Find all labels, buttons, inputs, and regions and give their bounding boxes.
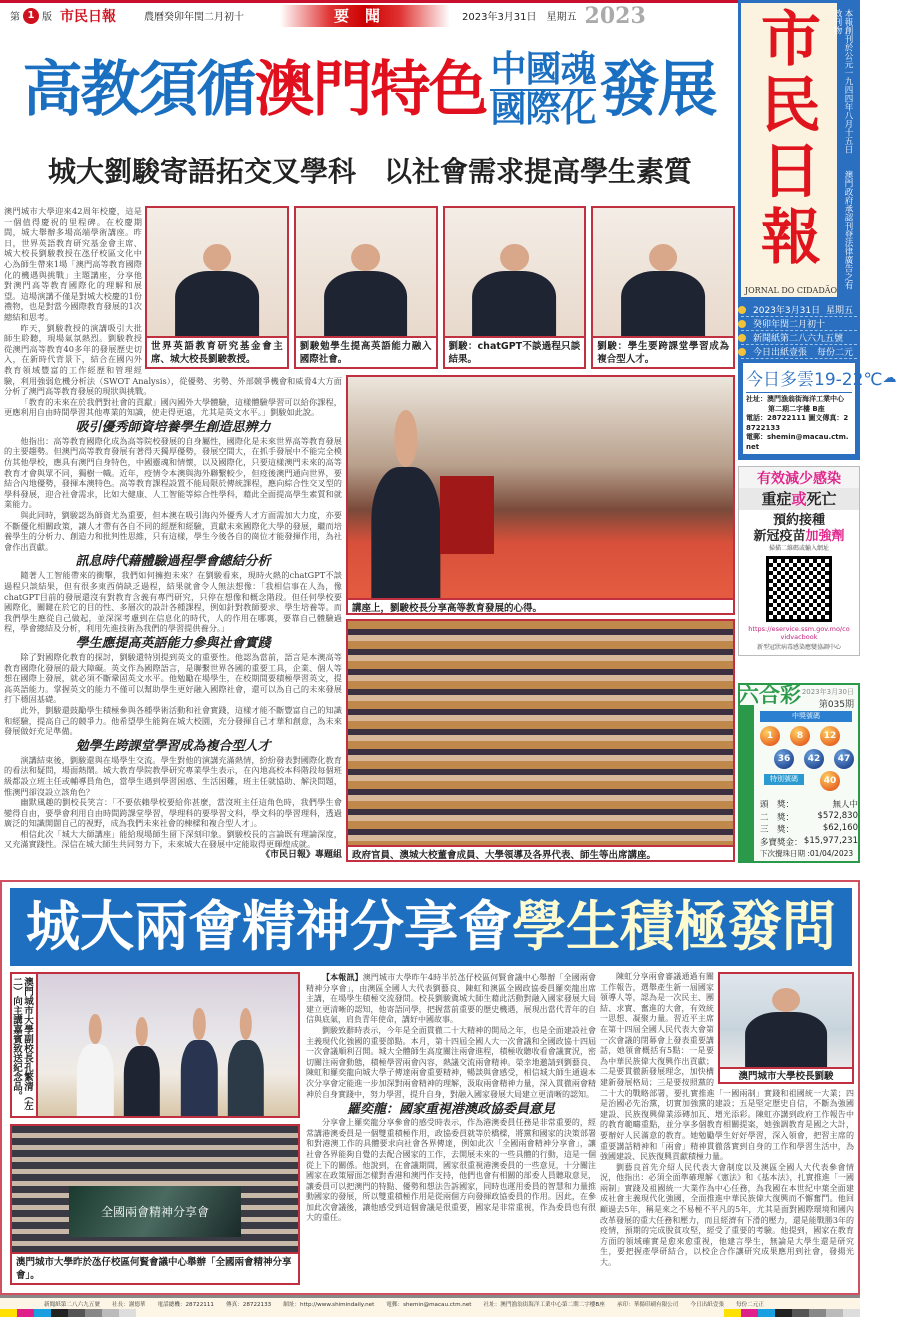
footer-item: 社長：謝德華 [111,1302,146,1308]
body-paragraph: 劉藝良首先介紹人民代表大會制度以及澳區全國人大代表參會情況，他指出：必須全面準確理解《憲法》和《基本法》，扎實推進「一國兩制」實踐及祖國統一大業作為中心任務，為我國在本世紀中葉全面建成社會主義現代化強國，全面推進中華民族偉大復興而不懈奮鬥。他回顧過去5年，稱是來之不易極不平凡的5年，尤其是面對國際環境和國內改革發展的重大任務和壓力，而且經濟有下滑的壓力，還是能戰勝3年的疫情，預期的完成脫貧攻堅，經受了重要的考驗。他提到，國家在教育方面的領域確實是愈來愈重視，他建言學生，無論是大學生還是研究生，要把握產學研結合，以校企合作讓研究成果應用到社會，發揚光大。 [600,1162,854,1268]
prize-row [760,836,858,849]
footer-item: 新聞紙第二八六九五號 [44,1302,100,1308]
info-weekday: 星期五 [825,306,853,316]
president-figure [745,988,827,1067]
section-title: 羅奕龍：國家重視港澳政協委員意見 [346,1102,555,1118]
figure-body [77,1044,113,1116]
speaker-figure [371,410,440,598]
prize-label: 三 獎： [760,825,795,835]
info-date: 2023年3月31日 [753,306,821,316]
special-label: 特別號碼 [764,774,804,785]
podium [440,476,494,553]
figure-head [193,1008,205,1040]
body-paragraph: 此外，劉駿還鼓勵學生積極參與各種學術活動和社會實踐，這樣才能不斷豐富自己的知識和經驗，提高自己的競爭力。他希望學生能夠在城大校園，充分發揮自己才華和創意，為未來發展做好充足準備。 [4,704,342,737]
figure-body [228,1040,264,1116]
info-price: 每份二元 [816,348,853,358]
ad-org: 新型冠狀病毒感染應變協調中心 [756,644,841,651]
page-prefix: 第 [10,12,20,23]
president-image [720,974,852,1067]
right-sidebar [738,0,897,870]
masthead-vertical-text [832,3,857,297]
figure-head [394,410,418,466]
lottery-date: 2023年3月30日 [801,688,854,696]
speaker-figure [324,244,408,336]
group-photo [346,619,735,862]
footer-item: 電話總機：28722111 [157,1302,214,1308]
body-paragraph: 劉駿致辭時表示，今年是全面貫徹二十大精神的開局之年，也是全面建設社會主義現代化強國的重要節點。本月，第十四屆全國人大一次會議和全國政協十四屆一次會議順利召開。城大全體師生高度關注兩會進程，積極收聽收看會議實況，密切關注兩會動態，積極學習兩會內容，熱議交流兩會精神。榮幸地邀請到劉藝良、陳虹和羅奕龍向城大學子傳達兩會重要精神，暢談與會感受，相信城大師生通過本次分享會定能進一步加深對兩會精神的理解，汲取兩會精神力量，深入貫徹兩會精神於自身實踐中，努力學習，提升自身，對融入國家發展大局建立更清晰的認知。 [306,1025,596,1099]
lottery-ball: 47 [834,749,854,769]
lottery-ball: 36 [774,749,794,769]
ad-line3: 預約接種 [772,513,825,528]
lecture-image [348,377,733,598]
lead-paragraph: 澳門城市大學迎來42周年校慶，這是一個值得慶祝的里程碑。在校慶期間，城大舉辦多場高端學術講座。昨日，世界英語教育研究基金會主席、城大校長劉駿教授在氹仔校區文化中心為師生帶來1場「澳門高等教育國際化的機遇與挑戰」主題講座，分享他對澳門高等教育國際化的理解和展望。這場演講不僅是對城大校慶的1份禮物，也是對當今國際教育發展的1次總結和思考。 [4,206,142,322]
photo-caption: 講座上，劉駿校長分享高等教育發展的心得。 [348,598,733,617]
contact-info [746,395,852,452]
rain-cloud-icon: ☁ [882,369,897,386]
headline-part1: 高教須循 [22,55,255,125]
ad-line1: 有效減少感染 [757,471,841,487]
page-number [10,8,52,24]
headline-stack [490,51,595,129]
lottery-results [738,683,860,863]
audience-image [348,621,733,845]
page-num-badge: 1 [23,8,39,24]
figure-head [500,244,529,272]
header-logo: 市民日報 [60,8,116,25]
footer-item: 今日出紙壹張 [690,1302,724,1308]
main-headline [4,32,734,148]
weather-row [746,365,897,393]
body-paragraph: 除了對國際化教育的探討，劉駿還特別提到英文的重要性。他認為當前，語言是本澳高等教育國際化發展的最大障礙。英文作為國際語言，是聯繫世界各國的重要工具，企業、個人等想在國際上發展，就必須不斷鞏固英文水平。他勉勵在場學生，在校期間要積極學習英文，提高英語能力。掌握英文的能力不僅可以幫助學生更好融入國際社會，還可以為自己的未來發展打下穩固基礎。 [4,651,342,705]
person-figure [181,1008,217,1116]
prize-row [760,798,858,811]
byline: 《市民日報》專題組 [260,850,342,861]
footer-items [0,1298,860,1308]
ad-text: 重症 [761,490,792,508]
footer-item: 社址：澳門漁翁街海洋工業中心第二期二字樓B座 [483,1302,605,1308]
speaker-photo [591,206,735,369]
prize-value: $15,977,231 [803,835,858,846]
issue-date: 2023年3月31日 星期五 [462,12,577,23]
body-paragraph: 隨著人工智能帶來的衝擊，我們如何擁抱未來？在劉駿看來，現時火熱的chatGPT不談過程只談結果，但有很多東西倘缺乏過程，結果就會令人無法想像：「我相信事在人為，像chatGPT目前的發展還沒有對教育含義有專門研究，只停在想像和概念階段。但任何學校要國際化，關鍵在於它的目的性、多層次的設計各種課程，例如針對教師要求、學生培養等。而我們學生應從自己做起，並深深考慮到在信息化的時代，人的作用在哪裏，要靠自己體驗過程，學會總結及分析，利用先進技術為我們的學習提供養分。」 [4,570,342,634]
masthead [738,0,860,300]
figure-body [745,1012,827,1067]
footer-item: 電郵：shemin@macau.ctm.net [386,1302,472,1308]
email-line: 電郵：shemin@macau.ctm.net [746,433,849,451]
prize-label: 多寶獎金： [760,837,803,848]
person-figure [228,1008,264,1116]
second-article [0,880,860,1295]
next-draw: 下次攪珠日期 :01/04/2023 [760,849,854,858]
masthead-logo: 市民日報 [761,5,821,273]
figure-head [772,988,800,1012]
headline-yellow: 學生積極發問 [512,895,836,958]
figure-body [621,271,705,336]
issue-info [738,300,897,460]
headline-part2: 澳門特色 [254,55,487,125]
main-photo-column [346,375,735,862]
footer-item: 每份二元正 [735,1302,764,1308]
presentation-photo [10,972,300,1118]
info-row [741,317,857,331]
info-lunar: 癸卯年閏二月初十 [753,320,826,330]
prize-table [760,798,858,861]
body-paragraph: 與此同時，劉駿認為師資尤為重要，但本澳在吸引海內外優秀人才方面需加大力度，亦要不斷優化相關政策，讓人才帶有各自不同的經歷和經驗，貢獻未來國際化大學的發展，繼而培養學生的分析力、創造力和批判性思維，只有這樣，學生今後各自的崗位才能發揮作用，為社會作出貢獻。 [4,510,342,552]
lead-tag: 【本報訊】 [322,972,363,982]
prize-row [760,811,858,824]
lottery-draw: 第035期 [818,700,854,710]
second-headline [10,888,852,966]
figure-body [124,1046,160,1116]
prize-value: 無人中 [832,800,858,810]
ad-url[interactable]: https://eservice.ssm.gov.mo/covidvacbook [748,625,850,641]
section-label: 要聞 [280,5,450,27]
photo-caption: 劉駿勉學生提高英語能力融入國際社會。 [296,336,436,368]
second-article-right-column [600,972,854,1269]
section-title: 吸引優秀師資培養學生創造思辨力 [75,419,271,435]
legal-note: 澳門政府承認刊登法律廣告之有效刊物 [832,9,853,290]
ad-text: 加強劑 [805,529,845,544]
headline-part3: 發展 [599,55,716,125]
body-paragraph [306,972,596,1026]
lottery-ball: 8 [790,726,810,746]
info-pages: 今日出紙壹張 [753,348,808,358]
speaker-image [593,208,733,336]
body-paragraph: 分享會上羅奕龍分享參會的感受時表示，作為港澳委員任務是非常重要的，經常講港澳委員是一個雙重積極作用，政協委員就等於橋樑，將黨和國家的決策部署和對港澳工作的具體要求向社會各界傳達，例如此次「全國兩會精神分享會」，讓社會各界能夠自覺的去配合國家的工作，去開展未來的一些具體的行動，這是一個從上下的關係。他說到，在會議期間，國家很重視港澳委員的一些意見，十分關注國家在政策層面怎樣對香港和澳門作支持，他們也會有相關的部委人員聽取意見，讓委員可以把澳門的特點、優勢和想法告訴國家，同時也運用委員的智慧和力量推動國家的發展，所以雙重積極作用是從兩個方向發揮政協委員的作用。因此，在參加此次會議後，讓他感受到這個會議是很重要，國家是非常重視，作為委員也有很大的重任。 [306,1118,596,1223]
ad-line4 [739,529,859,545]
speaker-figure [621,244,705,336]
qr-code-icon[interactable] [766,556,832,622]
weather-box [743,363,897,454]
section-title: 勉學生跨課堂學習成為複合型人才 [75,738,271,754]
top-photo-row [145,206,735,372]
headline-stack-top: 中國魂 [490,49,596,91]
ad-body [739,510,859,655]
presentation-image [38,974,298,1116]
body-paragraph: 幽默風趣的劉校長笑言：「不要依賴學校要給你甚麼，當沒班主任這角色時，我們學生會變得自由，要學會利用自由時間跨課堂學習，學理科的要學習文科，學文科的學習理科，透過廣泛的知識開闊自己的視野，成為我們未來社會的棟樑和複合型人才」。 [4,797,342,829]
speaker-figure [472,244,556,336]
lottery-ball: 12 [820,726,840,746]
lead-paragraph: 「教育的未來在於我們對社會的貢獻」國內國外大學體驗，這樣體驗學習可以給你課程，更應利用自由時間學習其他專業的知識，使走得更遠，尤其是英文水平。」劉駿如此說。 [4,396,342,418]
lead-article [4,206,735,862]
lead-paragraph: 昨天，劉駿教授的演講吸引大批師生聆聽，現場氣氛熱烈。劉駿教授從澳門高等教育40多年的發展歷史切入，在新時代背景下，結合在國內外教育領域豐富的工作經歷和管理經驗，利用強弱危機分析法（SWOT Analysis），從優勢、劣勢、外部競爭機會和威脅4大方面分析了澳門高等教育發展的現狀與挑戰。 [4,322,342,397]
address-line: 社址：澳門漁翁街海洋工業中心 [746,395,844,403]
color-bar-right [724,1309,860,1317]
footer-item: 傳真：28722133 [225,1302,272,1308]
info-row [741,345,857,359]
section-title: 訊息時代藉體驗過程學會總結分析 [75,554,271,570]
footer-item: 承印：華揚印刷有限公司 [616,1302,679,1308]
page-suffix: 版 [42,12,52,23]
president-photo [718,972,854,1084]
photo-caption: 劉駿：chatGPT不談過程只談結果。 [445,336,585,368]
speaker-figure [175,244,259,336]
person-figure [124,1017,160,1116]
photo-caption: 世界英語教育研究基金會主席、城大校長劉駿教授。 [147,336,287,368]
second-article-body [306,972,596,1224]
photo-caption: 政府官員、澳城大校董會成員、大學領導及各界代表、師生等出席講座。 [348,845,733,864]
ad-text: 死亡 [806,490,837,508]
ad-text: 新冠疫苗 [753,529,806,544]
figure-body [472,271,556,336]
weather-text: 今日多雲19-22℃ [746,370,883,390]
page-footer [0,1295,860,1317]
paragraph-text: 澳門城市大學昨午4時半於氹仔校區何賢會議中心舉辦「全國兩會精神分享會」，由澳區全國人大代表劉藝良、陳虹和澳區全國政協委員羅奕龍出席主講，在場學生積極交流發問。校長劉駿冀城大師生藉此活動對融入國家發展大局建立更清晰的認知，他寄語同學，把握當前重要的歷史機遇，展現出當代青年的自信與底氣，肩負青年使命，講好中國故事。 [306,973,596,1025]
prize-value: $62,160 [822,823,858,833]
ad-line2 [739,488,859,510]
photo-caption: 劉駿：學生要跨課堂學習成為複合型人才。 [593,336,733,368]
issue-year: 2023 [584,2,646,29]
person-figure [77,1014,113,1116]
figure-head [351,244,380,272]
ad-text: 或 [791,490,807,508]
address-line: 第二期二字樓 B座 [768,404,825,413]
lottery-ball: 1 [760,726,780,746]
winning-label: 中獎號碼 [760,711,852,722]
figure-head [203,244,232,272]
speaker-photo [145,206,289,369]
masthead-english: JORNAL DO CIDADÃO [744,286,838,295]
headline-white: 城大兩會精神分享會 [26,895,512,958]
lottery-green-bar [740,705,754,861]
photo-caption: 澳門城市大學校長劉駿 [720,1067,852,1084]
body-paragraph: 陳虹分享兩會審議通過有關工作報告，選舉產生新一屆國家領導人等，認為是一次民主、團結、求實、奮進的大會，有效統一思想、凝聚力量。習近平主席在第十四屆全國人民代表大會第一次會議的閉幕會上發表重要講話，她領會概括有5點：一是要為中華民族偉大復興作出貢獻；二是要貫徹新發展理念，加快構建新發展格局；三是要按照黨的二十大的戰略部署，要扎實推進「一國兩制」實踐和祖國統一大業；四是治國必先治黨，切實加強黨的建設；五是堅定歷史自信，不斷為強國建設、民族復興偉業添磚加瓦、增光添彩。陳虹亦講到政府工作報告中的教育範疇重點，並分享多個教育相關提案，她強調教育是國之大計，要辦好人民滿意的教育。她勉勵學生好好學習，深入領會，把習主席的重要講話精神和「兩會」精神貫徹落實到自身的工作和學習生活中，為強國建設、民族復興貢獻積極力量。 [600,972,854,1162]
speaker-image [147,208,287,336]
lunar-date: 農曆癸卯年閏二月初十 [144,12,244,23]
lecture-photo [346,375,735,615]
speaker-photo [294,206,438,369]
figure-head [240,1008,252,1040]
vaccine-ad [738,466,860,656]
photo-caption: 澳門城市大學昨於氹仔校區何賢會議中心舉辦「全國兩會精神分享會」。 [12,1252,298,1284]
figure-body [181,1040,217,1116]
info-issue: 新聞紙第二八六九五號 [753,334,844,344]
figure-body [371,467,440,598]
lottery-ball: 42 [804,749,824,769]
figure-body [324,271,408,336]
body-paragraph: 演講結束後，劉駿還與在場學生交流。學生對他的演講充滿熱情，紛紛發表對國際化教育的看法和疑問，場面熱鬧。城大教育學院教學研究專業學生表示，在內地高校本科階段每個班級都設立班主任或輔導員角色，當學生遇到學習困惑、生活困難，班主任就協助、解決問題，惟澳門卻沒設立該角色？ [4,754,342,797]
special-ball: 40 [820,771,840,791]
photo-caption: 澳門城市大學副校長孔繁清（左二）向主講嘉賓致送紀念品。 [12,974,38,1116]
info-row [741,331,857,345]
speaker-image [296,208,436,336]
prize-row [760,823,858,836]
figure-head [649,244,678,272]
color-bar-left [0,1309,136,1317]
prize-label: 頭 獎： [760,800,795,810]
founding-note: 本報創刊於公元一九四四年八月十五日 [843,9,853,154]
prize-value: $572,830 [817,810,858,821]
page-header [0,0,738,28]
figure-head [136,1017,148,1047]
forum-image [12,1126,298,1252]
footer-item: 網址：http://www.shimindaily.net [283,1302,375,1308]
forum-photo [10,1124,300,1285]
speaker-image [445,208,585,336]
figure-body [175,271,259,336]
body-paragraph: 他指出：高等教育國際化成為高等院校發展的自身屬性，國際化是未來世界高等教育發展的主要趨勢。但澳門高等教育發展有著得天獨厚優勢，發展空間大，在抓手發展中不能完全模仿其他學校，應具有澳門自身特色，中國靈魂和情懷，以及國際化，只要這樣澳門未來的高等教育才會與眾不同，獨樹一幟。近年，疫情令本澳與海外聯繫較少，但疫後澳門通向世界，要結合內地優勢，發揮本澳特色。高等教育課程設置不能局限於傳統課程，應向綜合性交叉型的學科發展，迎合社會需求，比如大健康、人工智能等綜合性學科，藉此全面提高學生素質和就業能力。 [4,435,342,510]
figure-head [89,1014,101,1045]
prize-label: 二 獎： [760,812,795,823]
section-title: 學生應提高英語能力參與社會實踐 [75,635,271,651]
phone-line: 電話：28722111 圖文傳真：28722133 [746,414,849,432]
info-row [741,303,857,317]
body-paragraph: 相信此次「城大大師講座」能給現場師生留下深刻印象。劉駿校長的言論既有理論深度，又充滿實踐性。深信在城大師生共同努力下，未來城大在發展中定能取得更輝煌成就。 [4,828,342,850]
headline-stack-bottom: 國際化 [490,89,596,130]
subheadline: 城大劉駿寄語拓交叉學科 以社會需求提高學生素質 [47,155,692,188]
ad-scan-note: 掃描二維碼或輸入網址 [768,545,829,552]
event-banner: 全國兩會精神分享會 [69,1186,241,1236]
lottery-title: 六合彩 [738,683,801,707]
speaker-photo [443,206,587,369]
